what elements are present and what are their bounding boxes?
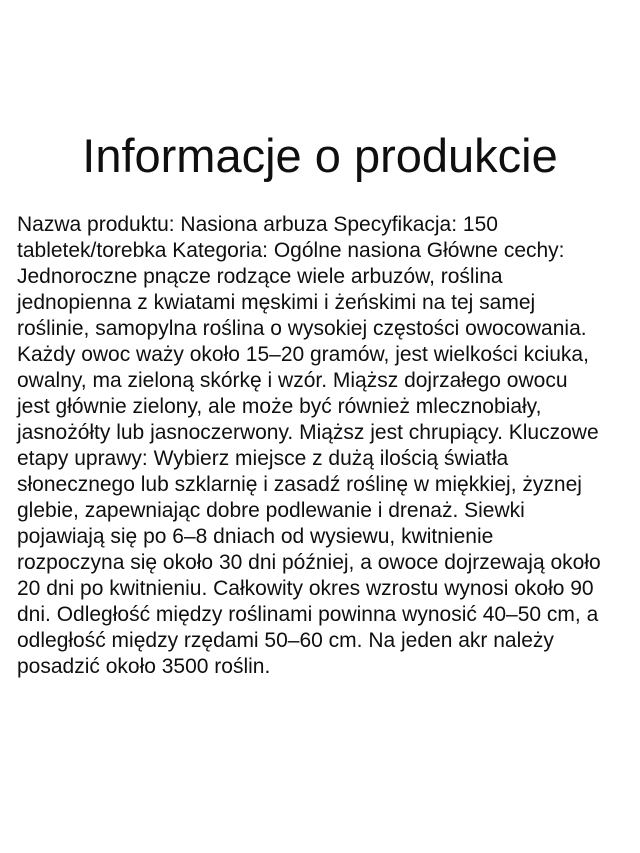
product-description-line: tabletek/torebka Kategoria: Ogólne nasiona Główne cechy:	[17, 239, 565, 262]
product-description-line: dni. Odległość między roślinami powinna wynosić 40–50 cm, a	[17, 603, 599, 626]
product-description-line: pojawiają się po 6–8 dniach od wysiewu, kwitnienie	[17, 525, 494, 548]
product-description-line: 20 dni po kwitnieniu. Całkowity okres wzrostu wynosi około 90	[17, 577, 594, 600]
product-description-line: jednopienna z kwiatami męskimi i żeńskimi na tej samej	[17, 291, 536, 314]
product-description-line: jasnożółty lub jasnoczerwony. Miąższ jest chrupiący. Kluczowe	[17, 421, 599, 444]
product-description-line: Nazwa produktu: Nasiona arbuza Specyfikacja: 150	[17, 213, 498, 236]
product-description	[17, 212, 625, 680]
product-description-line: jest głównie zielony, ale może być również mlecznobiały,	[17, 395, 542, 418]
product-description-line: posadzić około 3500 roślin.	[17, 655, 271, 678]
product-description-line: Każdy owoc waży około 15–20 gramów, jest wielkości kciuka,	[17, 343, 589, 366]
product-description-line: etapy uprawy: Wybierz miejsce z dużą ilością światła	[17, 447, 509, 470]
product-description-line: odległość między rzędami 50–60 cm. Na jeden akr należy	[17, 629, 554, 652]
product-description-line: glebie, zapewniając dobre podlewanie i drenaż. Siewki	[17, 499, 525, 522]
page-title: Informacje o produkcie	[82, 129, 558, 182]
product-description-line: owalny, ma zieloną skórkę i wzór. Miąższ dojrzałego owocu	[17, 369, 568, 392]
product-description-line: rozpoczyna się około 30 dni później, a owoce dojrzewają około	[17, 551, 601, 574]
product-description-line: roślinie, samopylna roślina o wysokiej częstości owocowania.	[17, 317, 587, 340]
product-description-line: słonecznego lub szklarnię i zasadź roślinę w miękkiej, żyznej	[17, 473, 582, 496]
product-description-line: Jednoroczne pnącze rodzące wiele arbuzów, roślina	[17, 265, 503, 288]
